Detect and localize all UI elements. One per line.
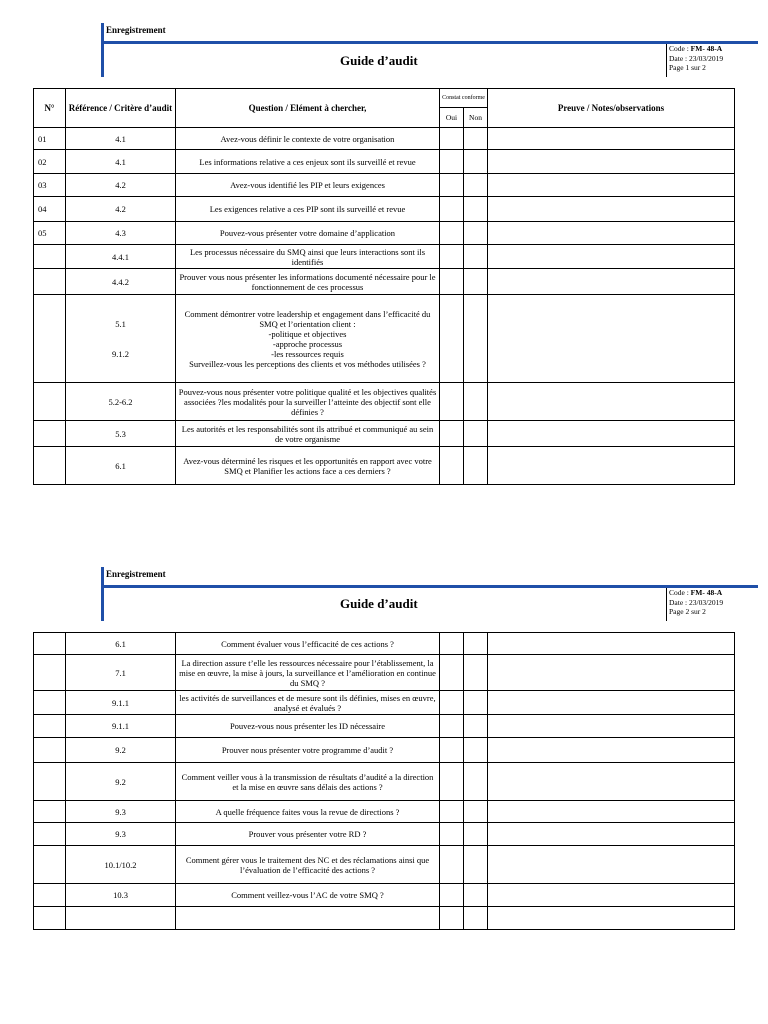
- column-reference: Référence / Critère d’audit: [66, 89, 176, 128]
- row-number: [34, 383, 66, 421]
- row-reference: 4.3: [66, 222, 176, 245]
- column-oui: Oui: [440, 108, 464, 128]
- row-oui-cell[interactable]: [440, 691, 464, 715]
- table-row: [34, 150, 735, 174]
- table-row: [34, 884, 735, 907]
- row-non-cell[interactable]: [464, 884, 488, 907]
- document-code: Code : FM- 48-A: [669, 588, 723, 597]
- table-body: [34, 128, 735, 485]
- row-notes-cell[interactable]: [488, 383, 735, 421]
- header-accent-bar: [101, 567, 104, 621]
- row-non-cell[interactable]: [464, 150, 488, 174]
- row-non-cell[interactable]: [464, 846, 488, 884]
- row-number: 01: [34, 128, 66, 150]
- row-reference: 4.1: [66, 150, 176, 174]
- row-non-cell[interactable]: [464, 128, 488, 150]
- table-row: [34, 222, 735, 245]
- row-oui-cell[interactable]: [440, 884, 464, 907]
- row-non-cell[interactable]: [464, 655, 488, 691]
- document-date: Date : 23/03/2019: [669, 597, 724, 607]
- row-non-cell[interactable]: [464, 174, 488, 197]
- document-meta: [669, 588, 723, 617]
- document-title: Guide d’audit: [340, 53, 418, 68]
- row-question: Comment évaluer vous l’efficacité de ces actions ?: [176, 633, 440, 655]
- table-header: [34, 89, 735, 128]
- row-question: Comment veillez-vous l’AC de votre SMQ ?: [176, 884, 440, 907]
- table-row: [34, 907, 735, 930]
- document-code: Code : FM- 48-A: [669, 44, 723, 53]
- row-question: Pouvez-vous nous présenter les ID nécessaire: [176, 715, 440, 738]
- row-non-cell[interactable]: [464, 269, 488, 295]
- row-question: Avez-vous déterminé les risques et les opportunités en rapport avec votre SMQ et Planifier les actions face a ces derniers ?: [176, 447, 440, 485]
- row-question: La direction assure t’elle les ressources nécessaire pour l’établissement, la mise en œuvre, la mise à jours, la surveillance et l’amélioration en continue du SMQ ?: [176, 655, 440, 691]
- row-number: [34, 245, 66, 269]
- row-notes-cell[interactable]: [488, 245, 735, 269]
- header-divider: [666, 588, 667, 621]
- row-question: Pouvez-vous nous présenter votre politique qualité et les objectives qualités associées ?les modalités pour la surveiller l’atteinte des objectif sont elle définies ?: [176, 383, 440, 421]
- row-question: Prouver vous nous présenter les informations documenté nécessaire pour le fonctionnement de ces processus: [176, 269, 440, 295]
- row-number: [34, 633, 66, 655]
- row-notes-cell[interactable]: [488, 421, 735, 447]
- row-non-cell[interactable]: [464, 715, 488, 738]
- row-notes-cell[interactable]: [488, 691, 735, 715]
- row-non-cell[interactable]: [464, 823, 488, 846]
- document-meta: [669, 44, 723, 73]
- column-constat: Constat conforme: [440, 89, 488, 108]
- row-non-cell[interactable]: [464, 295, 488, 383]
- row-question: Comment démontrer votre leadership et engagement dans l’efficacité du SMQ et l’orientation client : -politique et objectives -approche processus -les ressources requis Surveillez-vous les perceptions des clients et vos méthodes utilisées ?: [176, 295, 440, 383]
- row-reference: 4.4.2: [66, 269, 176, 295]
- row-number: [34, 907, 66, 930]
- document-page: Page 1 sur 2: [669, 63, 706, 72]
- row-notes-cell[interactable]: [488, 295, 735, 383]
- row-reference: [66, 907, 176, 930]
- row-non-cell[interactable]: [464, 907, 488, 930]
- row-question: Les informations relative a ces enjeux sont ils surveillé et revue: [176, 150, 440, 174]
- row-reference: 9.3: [66, 823, 176, 846]
- row-oui-cell[interactable]: [440, 222, 464, 245]
- row-question: Les autorités et les responsabilités sont ils attribué et communiqué au sein de votre organisme: [176, 421, 440, 447]
- row-notes-cell[interactable]: [488, 763, 735, 801]
- row-notes-cell[interactable]: [488, 633, 735, 655]
- row-reference: 4.4.1: [66, 245, 176, 269]
- row-notes-cell[interactable]: [488, 907, 735, 930]
- row-notes-cell[interactable]: [488, 738, 735, 763]
- row-oui-cell[interactable]: [440, 823, 464, 846]
- row-question: Avez-vous identifié les PIP et leurs exigences: [176, 174, 440, 197]
- row-number: [34, 269, 66, 295]
- row-reference: 6.1: [66, 447, 176, 485]
- row-number: [34, 447, 66, 485]
- row-number: [34, 846, 66, 884]
- column-non: Non: [464, 108, 488, 128]
- row-oui-cell[interactable]: [440, 197, 464, 222]
- row-oui-cell[interactable]: [440, 128, 464, 150]
- row-number: [34, 691, 66, 715]
- table-row: [34, 846, 735, 884]
- row-oui-cell[interactable]: [440, 738, 464, 763]
- row-notes-cell[interactable]: [488, 823, 735, 846]
- table-body: [34, 633, 735, 930]
- row-notes-cell[interactable]: [488, 447, 735, 485]
- table-row: [34, 691, 735, 715]
- row-oui-cell[interactable]: [440, 447, 464, 485]
- row-notes-cell[interactable]: [488, 150, 735, 174]
- table-row: [34, 174, 735, 197]
- row-non-cell[interactable]: [464, 738, 488, 763]
- row-notes-cell[interactable]: [488, 655, 735, 691]
- row-non-cell[interactable]: [464, 763, 488, 801]
- row-non-cell[interactable]: [464, 421, 488, 447]
- row-number: [34, 763, 66, 801]
- row-number: [34, 738, 66, 763]
- row-question: Avez-vous définir le contexte de votre organisation: [176, 128, 440, 150]
- header-rule: [101, 41, 758, 44]
- row-reference: 7.1: [66, 655, 176, 691]
- row-reference: 10.1/10.2: [66, 846, 176, 884]
- table-row: [34, 245, 735, 269]
- row-reference: 4.2: [66, 197, 176, 222]
- table-row: [34, 801, 735, 823]
- row-number: 02: [34, 150, 66, 174]
- row-number: 05: [34, 222, 66, 245]
- row-reference: 9.1.1: [66, 691, 176, 715]
- row-question: Comment veiller vous à la transmission de résultats d’audité a la direction et la mise en œuvre sans délais des actions ?: [176, 763, 440, 801]
- row-question: Comment gérer vous le traitement des NC et des réclamations ainsi que l’évaluation de l’efficacité des actions ?: [176, 846, 440, 884]
- row-notes-cell[interactable]: [488, 715, 735, 738]
- row-oui-cell[interactable]: [440, 655, 464, 691]
- row-non-cell[interactable]: [464, 197, 488, 222]
- row-reference: 9.2: [66, 763, 176, 801]
- record-label: Enregistrement: [106, 569, 166, 579]
- row-notes-cell[interactable]: [488, 269, 735, 295]
- row-notes-cell[interactable]: [488, 801, 735, 823]
- row-question: Les processus nécessaire du SMQ ainsi que leurs interactions sont ils identifiés: [176, 245, 440, 269]
- row-non-cell[interactable]: [464, 633, 488, 655]
- row-notes-cell[interactable]: [488, 174, 735, 197]
- row-oui-cell[interactable]: [440, 846, 464, 884]
- table-row: [34, 269, 735, 295]
- column-notes: Preuve / Notes/observations: [488, 89, 735, 128]
- row-oui-cell[interactable]: [440, 150, 464, 174]
- table-row: [34, 421, 735, 447]
- row-number: [34, 715, 66, 738]
- table-row: [34, 655, 735, 691]
- row-non-cell[interactable]: [464, 447, 488, 485]
- row-reference: 9.1.1: [66, 715, 176, 738]
- header-divider: [666, 44, 667, 77]
- row-oui-cell[interactable]: [440, 174, 464, 197]
- table-row: [34, 763, 735, 801]
- row-question: Les exigences relative a ces PIP sont ils surveillé et revue: [176, 197, 440, 222]
- row-number: [34, 655, 66, 691]
- column-question: Question / Elément à chercher,: [176, 89, 440, 128]
- table-row: [34, 823, 735, 846]
- audit-table-page2: [33, 632, 735, 930]
- row-oui-cell[interactable]: [440, 801, 464, 823]
- document-title: Guide d’audit: [340, 596, 418, 611]
- row-number: [34, 295, 66, 383]
- row-non-cell[interactable]: [464, 245, 488, 269]
- row-notes-cell[interactable]: [488, 128, 735, 150]
- row-number: 04: [34, 197, 66, 222]
- row-reference: 4.2: [66, 174, 176, 197]
- row-question: Prouver nous présenter votre programme d’audit ?: [176, 738, 440, 763]
- row-reference: 10.3: [66, 884, 176, 907]
- header-accent-bar: [101, 23, 104, 77]
- table-row: [34, 295, 735, 383]
- record-label: Enregistrement: [106, 25, 166, 35]
- table-row: [34, 715, 735, 738]
- document-date: Date : 23/03/2019: [669, 53, 724, 63]
- row-non-cell[interactable]: [464, 691, 488, 715]
- row-notes-cell[interactable]: [488, 884, 735, 907]
- row-oui-cell[interactable]: [440, 421, 464, 447]
- row-question: Prouver vous présenter votre RD ?: [176, 823, 440, 846]
- row-reference: 5.1 9.1.2: [66, 295, 176, 383]
- table-row: [34, 383, 735, 421]
- row-oui-cell[interactable]: [440, 245, 464, 269]
- row-oui-cell[interactable]: [440, 269, 464, 295]
- row-number: [34, 823, 66, 846]
- row-question: les activités de surveillances et de mesure sont ils définies, mises en œuvre, analysé et évalués ?: [176, 691, 440, 715]
- row-number: [34, 801, 66, 823]
- document-page: Page 2 sur 2: [669, 607, 706, 616]
- row-non-cell[interactable]: [464, 222, 488, 245]
- row-oui-cell[interactable]: [440, 383, 464, 421]
- row-reference: 4.1: [66, 128, 176, 150]
- audit-table-page1: [33, 88, 735, 485]
- row-reference: 9.3: [66, 801, 176, 823]
- row-oui-cell[interactable]: [440, 763, 464, 801]
- table-row: [34, 633, 735, 655]
- table-row: [34, 197, 735, 222]
- row-question: [176, 907, 440, 930]
- row-notes-cell[interactable]: [488, 222, 735, 245]
- row-reference: 6.1: [66, 633, 176, 655]
- row-oui-cell[interactable]: [440, 633, 464, 655]
- table-row: [34, 447, 735, 485]
- row-question: Pouvez-vous présenter votre domaine d’application: [176, 222, 440, 245]
- row-notes-cell[interactable]: [488, 197, 735, 222]
- row-oui-cell[interactable]: [440, 295, 464, 383]
- table-row: [34, 738, 735, 763]
- row-question: A quelle fréquence faites vous la revue de directions ?: [176, 801, 440, 823]
- row-number: 03: [34, 174, 66, 197]
- row-oui-cell[interactable]: [440, 715, 464, 738]
- header-rule: [101, 585, 758, 588]
- row-reference: 9.2: [66, 738, 176, 763]
- row-notes-cell[interactable]: [488, 846, 735, 884]
- row-oui-cell[interactable]: [440, 907, 464, 930]
- table-row: [34, 128, 735, 150]
- row-number: [34, 421, 66, 447]
- row-reference: 5.2-6.2: [66, 383, 176, 421]
- row-non-cell[interactable]: [464, 801, 488, 823]
- column-number: N°: [34, 89, 66, 128]
- row-non-cell[interactable]: [464, 383, 488, 421]
- row-reference: 5.3: [66, 421, 176, 447]
- row-number: [34, 884, 66, 907]
